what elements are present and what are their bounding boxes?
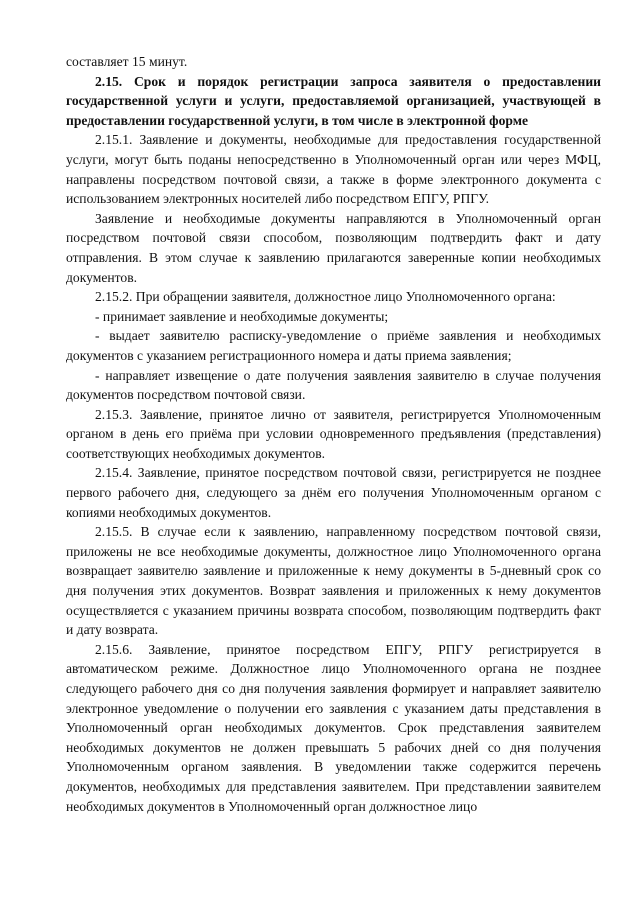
list-item-notice: - направляет извещение о дате получения заявления заявителю в случае получения документов посредством почтовой связи. — [66, 367, 601, 403]
intro-line: составляет 15 минут. — [66, 54, 188, 69]
paragraph-2-15-4: 2.15.4. Заявление, принятое посредством почтовой связи, регистрируется не позднее первого рабочего дня, следующего за днём его получения Уполномоченным органом с копиями необходимых документов. — [66, 465, 601, 520]
document-page — [66, 52, 601, 816]
list-item-accept: - принимает заявление и необходимые документы; — [95, 308, 389, 324]
paragraph-2-15-3: 2.15.3. Заявление, принятое лично от заявителя, регистрируется Уполномоченным органом в день его приёма при условии одновременного предъявления (представления) соответствующих необходимых документов. — [66, 406, 601, 461]
list-item-receipt: - выдает заявителю расписку-уведомление о приёме заявления и необходимых документов с указанием регистрационного номера и даты приема заявления; — [66, 328, 601, 363]
paragraph-2-15-6: 2.15.6. Заявление, принятое посредством ЕПГУ, РПГУ регистрируется в автоматическом режиме. Должностное лицо Уполномоченного органа не позднее следующего рабочего дня со дня получения заявления формирует и направляет заявителю электронное уведомление о получении его заявления с указанием даты представления в Уполномоченный орган необходимых документов. Срок представления заявителем необходимых документов не должен превышать 5 рабочих дней со дня получения Уполномоченным органом заявления. В уведомлении также содержится перечень документов, необходимых для представления заявителем. При представлении заявителем необходимых документов в Уполномоченный орган должностное лицо — [66, 641, 601, 814]
paragraph-postal-submission: Заявление и необходимые документы направляются в Уполномоченный орган посредством почтовой связи способом, позволяющим подтвердить факт и дату отправления. В этом случае к заявлению прилагаются заверенные копии необходимых документов. — [66, 210, 601, 285]
section-heading: 2.15. Срок и порядок регистрации запроса заявителя о предоставлении государственной услуги и услуги, предоставляемой организацией, участвующей в предоставлении государственной услуги, в том числе в электронной форме — [66, 73, 601, 128]
paragraph-2-15-2: 2.15.2. При обращении заявителя, должностное лицо Уполномоченного органа: — [95, 289, 556, 305]
paragraph-2-15-5: 2.15.5. В случае если к заявлению, направленному посредством почтовой связи, приложены не все необходимые документы, должностное лицо Уполномоченного органа возвращает заявителю заявление и приложенные к нему документы в 5-дневный срок со дня получения этих документов. Возврат заявления и приложенных к нему документов осуществляется с указанием причины возврата способом, позволяющим подтвердить факт и дату возврата. — [66, 524, 601, 638]
paragraph-2-15-1: 2.15.1. Заявление и документы, необходимые для предоставления государственной услуги, могут быть поданы непосредственно в Уполномоченный орган или через МФЦ, направлены посредством почтовой связи, а также в форме электронного документа с использованием электронных носителей либо посредством ЕПГУ, РПГУ. — [66, 132, 601, 207]
